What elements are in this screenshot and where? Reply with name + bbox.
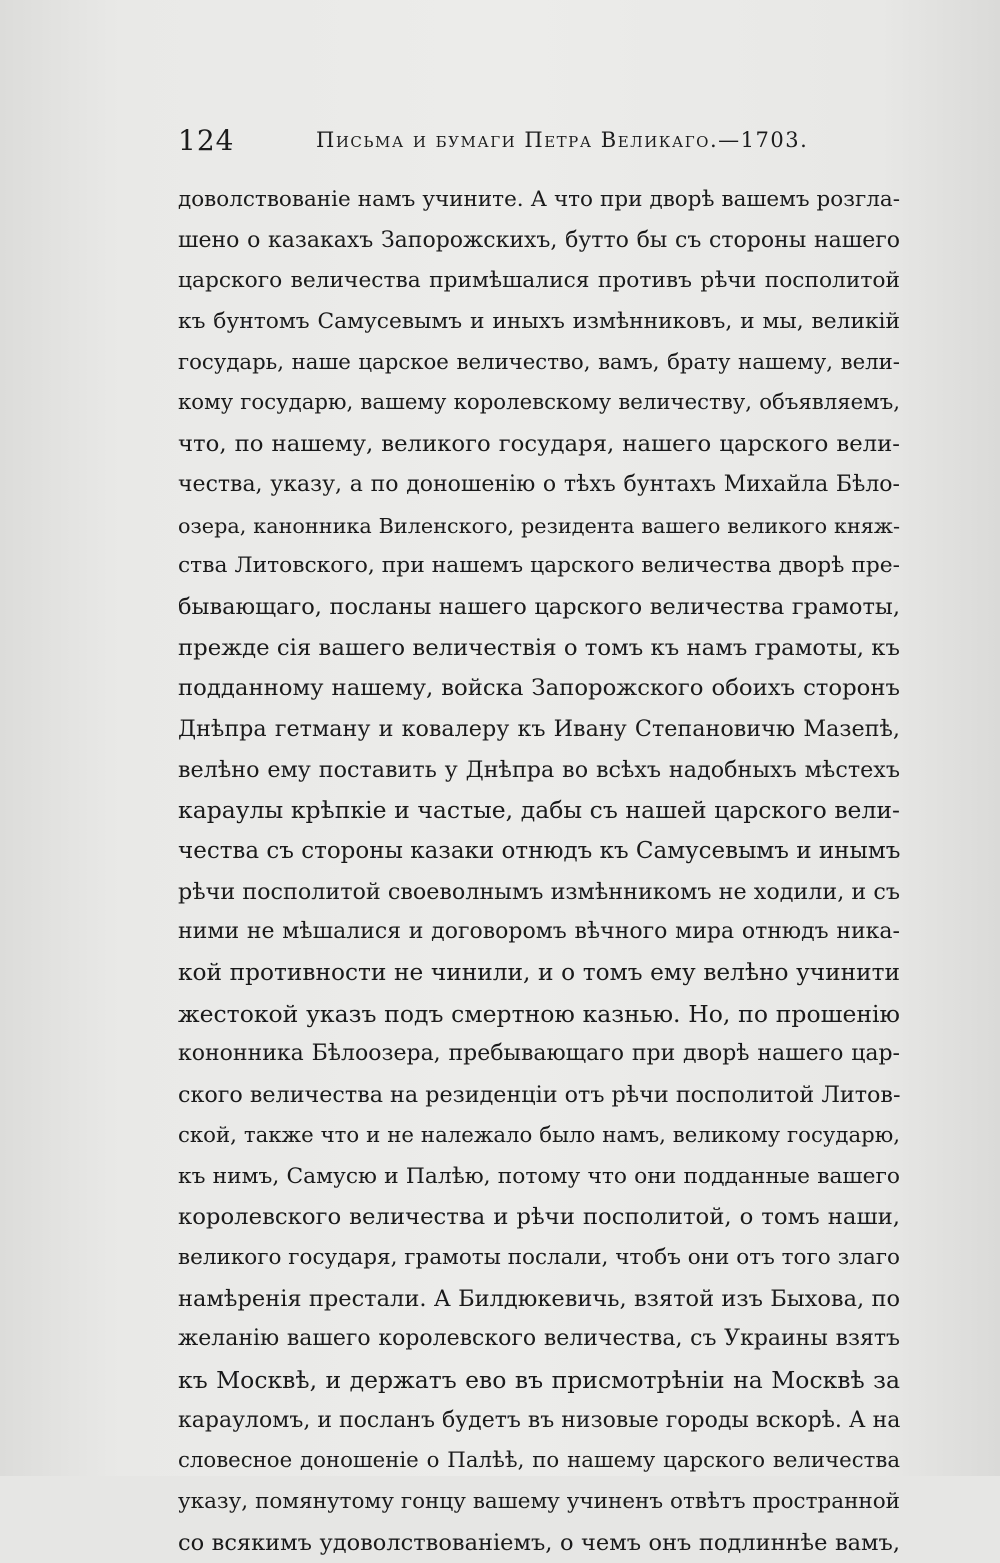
text-line: ства Литовского, при нашемъ царского величества дворѣ пре- <box>178 553 900 579</box>
text-line: къ Москвѣ, и держатъ ево въ присмотрѣніи на Москвѣ за <box>178 1365 900 1394</box>
running-title: Письма и бумаги Петра Великаго.—1703. <box>316 128 809 152</box>
text-line: со всякимъ удоволствованіемъ, о чемъ онъ подлиннѣе вамъ, <box>178 1529 900 1556</box>
text-line: Днѣпра гетману и ковалеру къ Ивану Степановичю Мазепѣ, <box>178 715 900 742</box>
body-text <box>178 180 900 1563</box>
text-line: намѣренія престали. А Билдюкевичь, взятой изъ Быхова, по <box>178 1285 900 1312</box>
text-line: караулы крѣпкіе и частые, дабы съ нашей царского вели- <box>178 796 900 825</box>
text-line: рѣчи посполитой своеволнымъ измѣнникомъ не ходили, и съ <box>178 878 900 905</box>
text-line: озера, канонника Виленского, резидента вашего великого княж- <box>178 513 900 538</box>
text-line: королевского величества и рѣчи посполитой, о томъ наши, <box>178 1204 900 1231</box>
text-line: указу, помянутому гонцу вашему учиненъ отвѣтъ пространной <box>178 1489 900 1514</box>
text-line: жестокой указъ подъ смертною казнью. Но, по прошенію <box>178 999 900 1028</box>
text-line: подданному нашему, войска Запорожского обоихъ сторонъ <box>178 675 900 702</box>
text-line: чества съ стороны казаки отнюдъ къ Самусевымъ и инымъ <box>178 838 901 864</box>
text-line: шено о казакахъ Запорожскихъ, бутто бы съ стороны нашего <box>178 227 900 253</box>
text-line: кому государю, вашему королевскому величеству, объявляемъ, <box>178 390 900 416</box>
text-line: карауломъ, и посланъ будетъ въ низовые городы вскорѣ. А на <box>178 1407 901 1433</box>
text-line: государь, наше царское величество, вамъ, брату нашему, вели- <box>178 349 900 375</box>
text-line: велѣно ему поставить у Днѣпра во всѣхъ надобныхъ мѣстехъ <box>178 756 900 783</box>
text-line: бывающаго, посланы нашего царского величества грамоты, <box>178 593 900 620</box>
text-line: ского величества на резиденціи отъ рѣчи посполитой Литов- <box>178 1082 901 1109</box>
text-line: словесное доношеніе о Палѣѣ, по нашему царского величества <box>178 1448 900 1474</box>
text-line: къ бунтомъ Самусевымъ и иныхъ измѣнниковъ, и мы, великій <box>178 309 900 335</box>
page-header <box>178 120 900 170</box>
text-line: великого государя, грамоты послали, чтобъ они отъ того злаго <box>178 1244 900 1270</box>
text-line: кой противности не чинили, и о томъ ему велѣно учинити <box>178 959 900 987</box>
text-line: царского величества примѣшалися противъ рѣчи посполитой <box>178 268 900 294</box>
page-number: 124 <box>178 124 235 157</box>
text-line: ними не мѣшалися и договоромъ вѣчного мира отнюдъ ника- <box>178 919 900 945</box>
text-line: прежде сія вашего величествія о томъ къ намъ грамоты, къ <box>178 634 900 661</box>
text-line: къ нимъ, Самусю и Палѣю, потому что они подданные вашего <box>178 1163 900 1189</box>
text-line: что, по нашему, великого государя, нашего царского вели- <box>178 431 900 458</box>
text-line: ской, также что и не належало было намъ, великому государю, <box>178 1122 900 1148</box>
text-line: кононника Бѣлоозера, пребывающаго при дворѣ нашего цар- <box>178 1041 900 1067</box>
text-line: желанію вашего королевского величества, съ Украины взятъ <box>178 1326 900 1352</box>
text-line: чества, указу, а по доношенію о тѣхъ бунтахъ Михайла Бѣло- <box>178 471 900 497</box>
text-line: доволствованіе намъ учините. А что при дворѣ вашемъ розгла- <box>178 187 900 212</box>
